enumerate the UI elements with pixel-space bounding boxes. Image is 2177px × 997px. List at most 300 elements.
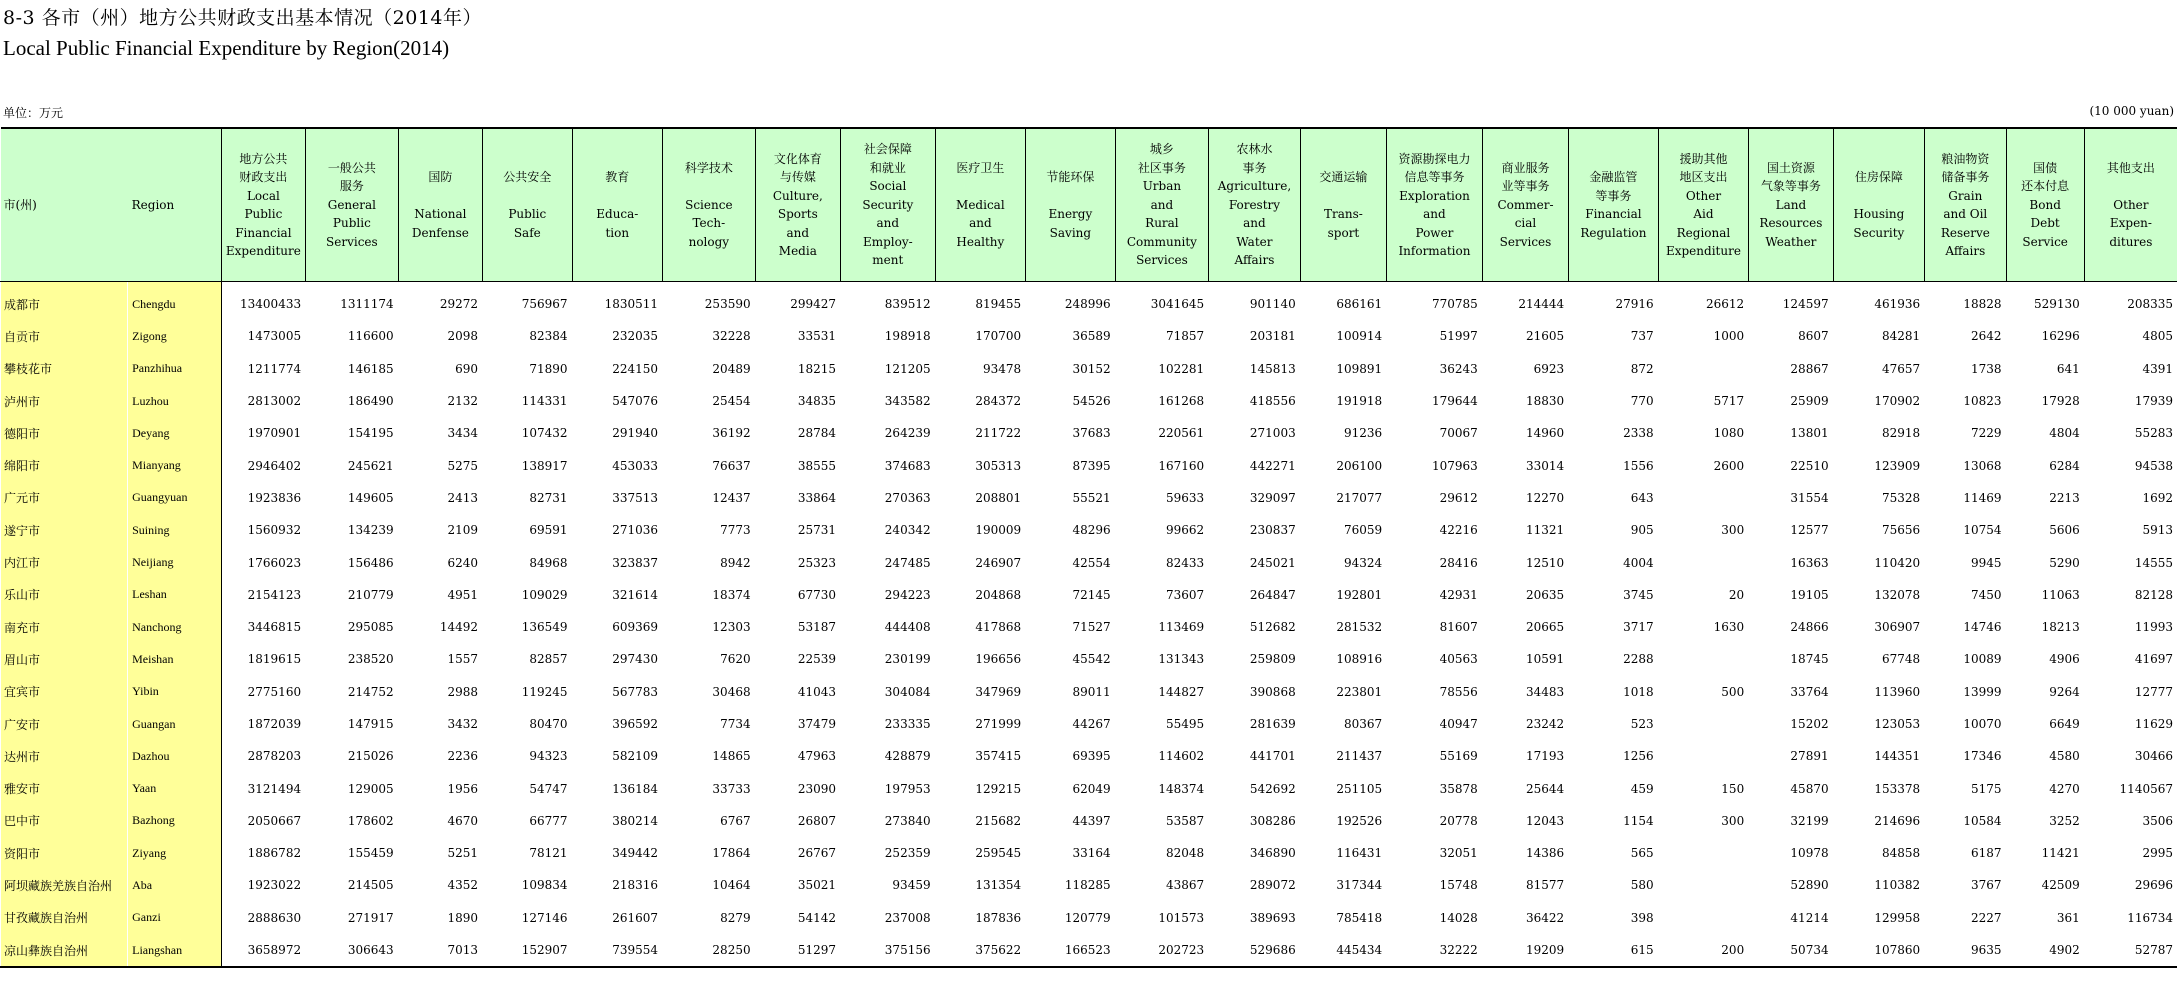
total-expenditure-cell: 1886782 — [221, 837, 305, 869]
value-cell: 38555 — [797, 458, 837, 473]
column-header-line: 交通运输 — [1319, 170, 1368, 184]
page-title-chinese: 8-3 各市（州）地方公共财政支出基本情况（2014年） — [3, 7, 482, 29]
column-header-line: Power — [1415, 225, 1454, 240]
column-header-line: 社区事务 — [1137, 160, 1186, 175]
value-cell: 2288 — [1623, 652, 1654, 667]
column-header-line: 财政支出 — [239, 170, 288, 184]
value-cell: 565 — [1630, 846, 1654, 861]
column-header-line: Healthy — [956, 234, 1005, 249]
value-cell: 190009 — [975, 523, 1022, 538]
value-cell: 11993 — [2134, 620, 2173, 635]
value-cell: 55521 — [1072, 490, 1111, 505]
value-cell: 25731 — [797, 523, 837, 538]
value-cell: 1830511 — [604, 297, 659, 312]
region-name-cell: Ziyang — [128, 837, 222, 869]
value-cell: 6923 — [1533, 361, 1565, 376]
value-cell: 294223 — [884, 587, 931, 602]
expenditure-table — [0, 127, 2177, 968]
value-cell: 4352 — [447, 878, 479, 893]
value-cell: 35021 — [797, 878, 837, 893]
value-cell: 5251 — [447, 846, 479, 861]
value-cell: 785418 — [1336, 910, 1383, 925]
value-cell: 3745 — [1623, 587, 1654, 602]
value-cell: 819455 — [975, 297, 1022, 312]
region-name-cell: Aba — [128, 869, 222, 901]
value-cell: 200 — [1658, 934, 1749, 967]
value-cell: 22539 — [797, 652, 837, 667]
value-cell: 211437 — [1336, 749, 1383, 764]
column-header-line — [574, 187, 662, 206]
column-header-line: nology — [688, 234, 730, 249]
value-cell: 12043 — [1526, 813, 1565, 828]
value-cell: 7773 — [720, 523, 751, 538]
column-header-line — [1027, 187, 1114, 206]
value-cell — [1658, 482, 1749, 514]
value-cell: 230199 — [884, 652, 931, 667]
column-header-line — [937, 177, 1025, 196]
value-cell: 32228 — [712, 329, 751, 344]
value-cell: 11469 — [1963, 490, 2002, 505]
column-header — [1209, 128, 1301, 282]
column-header-line: Financial — [235, 225, 292, 240]
value-cell: 839512 — [884, 297, 931, 312]
value-cell: 10978 — [1790, 846, 1829, 861]
value-cell: 5717 — [1713, 394, 1745, 409]
value-cell: 28784 — [797, 426, 837, 441]
value-cell: 94324 — [1343, 555, 1383, 570]
value-cell: 6187 — [1970, 846, 2002, 861]
value-cell: 54142 — [797, 910, 837, 925]
column-header-line: Saving — [1049, 225, 1092, 240]
region-name-cell: Nanchong — [128, 611, 222, 643]
value-cell: 7013 — [398, 934, 482, 967]
column-header — [2006, 128, 2084, 282]
column-header — [935, 128, 1026, 282]
value-cell: 737 — [1630, 329, 1654, 344]
value-cell: 161268 — [1158, 394, 1205, 409]
value-cell: 304084 — [884, 684, 931, 699]
value-cell: 24866 — [1790, 620, 1829, 635]
column-header-line: Land — [1775, 197, 1807, 212]
column-header-line: Science — [685, 197, 733, 212]
value-cell: 375622 — [935, 934, 1026, 967]
value-cell: 389693 — [1249, 910, 1296, 925]
value-cell: 245021 — [1249, 555, 1296, 570]
value-cell: 23242 — [1526, 717, 1565, 731]
column-header-line: 粮油物资 — [1941, 151, 1990, 166]
value-cell: 45542 — [1072, 652, 1111, 667]
column-header-line — [1302, 187, 1385, 206]
value-cell: 81577 — [1526, 878, 1565, 893]
value-cell: 34483 — [1526, 684, 1565, 699]
value-cell: 271036 — [612, 523, 659, 538]
value-cell: 238520 — [347, 652, 394, 667]
value-cell: 196656 — [975, 652, 1022, 667]
value-cell: 14386 — [1526, 846, 1565, 861]
table-row — [1, 579, 2177, 611]
value-cell: 1311174 — [340, 297, 394, 312]
value-cell: 5175 — [1970, 781, 2002, 796]
value-cell: 75328 — [1881, 490, 1921, 505]
value-cell: 245621 — [347, 458, 394, 473]
column-header — [1026, 128, 1116, 282]
value-cell: 12577 — [1790, 523, 1829, 538]
column-header-line: 地方公共 — [239, 151, 288, 166]
value-cell: 300 — [1721, 813, 1745, 828]
total-expenditure-cell: 2813002 — [221, 385, 305, 417]
value-cell: 129958 — [1874, 910, 1921, 925]
column-header-line: 农林水 — [1236, 142, 1273, 157]
table-row — [1, 772, 2177, 804]
value-cell: 305313 — [975, 458, 1022, 473]
value-cell: 215026 — [347, 749, 394, 764]
value-cell: 615 — [1569, 934, 1659, 967]
value-cell: 131343 — [1158, 652, 1205, 667]
city-name-cell: 乐山市 — [1, 579, 128, 611]
value-cell: 78121 — [529, 846, 568, 861]
value-cell: 170700 — [975, 329, 1022, 344]
column-header-line: 城乡 — [1149, 142, 1174, 157]
value-cell: 136549 — [521, 620, 568, 635]
value-cell: 80367 — [1343, 717, 1383, 731]
table-row — [1, 708, 2177, 740]
value-cell: 67748 — [1881, 652, 1921, 667]
column-header-line: Energy — [1048, 207, 1093, 221]
table-row — [1, 934, 2177, 967]
value-cell: 186490 — [347, 394, 394, 409]
value-cell: 872 — [1630, 361, 1654, 376]
column-header-line: 教育 — [605, 170, 630, 184]
value-cell: 178602 — [347, 813, 394, 828]
region-name-cell: Mianyang — [128, 449, 222, 481]
value-cell: 281532 — [1336, 620, 1383, 635]
city-name-cell: 遂宁市 — [1, 514, 128, 546]
value-cell: 110382 — [1874, 878, 1921, 893]
value-cell: 62049 — [1072, 781, 1111, 796]
value-cell: 224150 — [612, 361, 659, 376]
value-cell: 10070 — [1963, 717, 2002, 731]
value-cell: 10089 — [1963, 652, 2002, 667]
value-cell: 109029 — [521, 587, 568, 602]
column-header-line: Expen- — [2109, 216, 2152, 231]
value-cell: 73607 — [1166, 587, 1205, 602]
column-header-line: Educa- — [596, 207, 639, 221]
value-cell: 70067 — [1439, 426, 1478, 441]
total-expenditure-cell: 2775160 — [221, 676, 305, 708]
column-header-line: and — [1423, 207, 1446, 221]
region-name-cell: Dazhou — [128, 740, 222, 772]
value-cell: 306907 — [1874, 620, 1921, 635]
value-cell: 129005 — [347, 781, 394, 796]
value-cell: 323837 — [612, 555, 659, 570]
value-cell: 146185 — [347, 361, 394, 376]
city-name-cell: 攀枝花市 — [1, 353, 128, 385]
column-header-line: Aid — [1693, 207, 1714, 221]
value-cell: 144351 — [1874, 749, 1921, 764]
value-cell: 20489 — [712, 361, 751, 376]
city-name-cell: 巴中市 — [1, 805, 128, 837]
value-cell: 3767 — [1970, 878, 2002, 893]
value-cell: 44397 — [1072, 813, 1111, 828]
value-cell: 71527 — [1072, 620, 1111, 635]
value-cell: 25644 — [1526, 781, 1565, 796]
value-cell: 14028 — [1439, 910, 1478, 925]
value-cell: 14865 — [712, 749, 751, 764]
column-header-line: 援助其他 — [1679, 151, 1728, 166]
table-row — [1, 643, 2177, 675]
total-expenditure-cell: 1923836 — [221, 482, 305, 514]
column-header-line: Sports — [777, 207, 818, 221]
column-header-line: cial — [1514, 216, 1537, 231]
value-cell: 211722 — [975, 426, 1022, 441]
value-cell: 36192 — [712, 426, 751, 441]
value-cell: 17939 — [2134, 394, 2173, 409]
value-cell: 155459 — [347, 846, 394, 861]
value-cell: 107432 — [521, 426, 568, 441]
column-header-line: Affairs — [1945, 244, 1986, 258]
value-cell: 1692 — [2142, 490, 2173, 505]
value-cell: 33014 — [1526, 458, 1565, 473]
value-cell: 67730 — [797, 587, 837, 602]
column-header-line: 还本付息 — [2021, 179, 2070, 194]
column-header-line: Services — [1136, 253, 1188, 268]
value-cell: 10823 — [1963, 394, 2002, 409]
value-cell: 2642 — [1970, 329, 2002, 344]
value-cell: 8279 — [720, 910, 751, 925]
table-row — [1, 385, 2177, 417]
table-row — [1, 546, 2177, 578]
column-header-line — [484, 187, 571, 206]
value-cell: 156486 — [347, 555, 394, 570]
value-cell: 9635 — [1925, 934, 2006, 967]
column-header-line: Local — [246, 188, 280, 203]
table-row — [1, 676, 2177, 708]
value-cell: 417868 — [975, 620, 1022, 635]
value-cell: 54747 — [529, 781, 568, 796]
value-cell: 8607 — [1798, 329, 1829, 344]
region-name-cell: Yibin — [128, 676, 222, 708]
value-cell: 4004 — [1623, 555, 1654, 570]
value-cell: 99662 — [1166, 523, 1205, 538]
value-cell: 271003 — [1249, 426, 1296, 441]
column-header-line: Housing — [1853, 207, 1905, 221]
value-cell — [1658, 353, 1749, 385]
column-header-line: Rural — [1145, 216, 1179, 231]
value-cell: 55169 — [1439, 749, 1478, 764]
total-expenditure-cell: 2878203 — [221, 740, 305, 772]
value-cell: 18828 — [1963, 297, 2002, 312]
value-cell: 20 — [1728, 587, 1745, 602]
value-cell: 93459 — [892, 878, 931, 893]
value-cell: 5275 — [447, 458, 479, 473]
region-name-cell: Liangshan — [128, 934, 222, 967]
value-cell: 191918 — [1336, 394, 1383, 409]
value-cell: 4670 — [447, 813, 479, 828]
value-cell: 187836 — [975, 910, 1022, 925]
column-header-line: General — [327, 197, 376, 212]
table-row — [1, 417, 2177, 449]
value-cell: 1956 — [447, 781, 479, 796]
total-expenditure-cell: 13400433 — [221, 282, 305, 321]
value-cell: 4391 — [2142, 361, 2173, 376]
value-cell: 27891 — [1790, 749, 1829, 764]
value-cell: 100914 — [1336, 329, 1383, 344]
value-cell: 32199 — [1790, 813, 1829, 828]
value-cell: 22510 — [1790, 458, 1829, 473]
value-cell: 418556 — [1249, 394, 1296, 409]
city-name-cell: 广元市 — [1, 482, 128, 514]
value-cell: 246907 — [975, 555, 1022, 570]
column-header-line: 医疗卫生 — [956, 160, 1005, 175]
value-cell: 43867 — [1166, 878, 1205, 893]
value-cell: 396592 — [612, 717, 659, 731]
value-cell: 16296 — [2041, 329, 2080, 344]
value-cell: 11421 — [2041, 846, 2080, 861]
value-cell: 179644 — [1431, 394, 1478, 409]
value-cell: 580 — [1630, 878, 1654, 893]
value-cell: 138917 — [521, 458, 568, 473]
value-cell: 17928 — [2041, 394, 2080, 409]
table-row — [1, 514, 2177, 546]
value-cell: 252359 — [884, 846, 931, 861]
value-cell: 192526 — [1336, 813, 1383, 828]
value-cell: 273840 — [884, 813, 931, 828]
value-cell: 281639 — [1249, 717, 1296, 731]
column-header-line: Expenditure — [1665, 244, 1741, 258]
value-cell: 306643 — [306, 934, 399, 967]
value-cell: 14960 — [1526, 426, 1565, 441]
value-cell: 770 — [1630, 394, 1654, 409]
value-cell: 29272 — [439, 297, 479, 312]
value-cell: 82857 — [529, 652, 568, 667]
value-cell: 76637 — [712, 458, 751, 473]
value-cell: 121205 — [884, 361, 931, 376]
value-cell: 289072 — [1249, 878, 1296, 893]
column-header-line: and — [1150, 197, 1174, 212]
column-header — [1658, 128, 1749, 282]
value-cell: 7620 — [720, 652, 751, 667]
column-header-line: 节能环保 — [1046, 170, 1095, 184]
value-cell: 5290 — [2049, 555, 2080, 570]
value-cell: 28250 — [663, 934, 756, 967]
value-cell: 82433 — [1166, 555, 1205, 570]
value-cell: 203181 — [1249, 329, 1296, 344]
column-header-line: 服务 — [339, 179, 364, 194]
value-cell: 72145 — [1072, 587, 1111, 602]
value-cell: 12777 — [2134, 684, 2173, 699]
value-cell: 93478 — [982, 361, 1022, 376]
value-cell: 82128 — [2134, 587, 2173, 602]
value-cell: 208801 — [975, 490, 1022, 505]
value-cell: 10584 — [1963, 813, 2002, 828]
value-cell: 6767 — [720, 813, 751, 828]
value-cell: 150 — [1721, 781, 1745, 796]
column-header-line: Bond — [2029, 197, 2061, 212]
value-cell: 343582 — [884, 394, 931, 409]
column-header-line: 等事务 — [1595, 188, 1632, 203]
column-header-line: and — [786, 225, 810, 240]
column-header-line: 地区支出 — [1679, 170, 1728, 184]
value-cell: 271917 — [347, 910, 394, 925]
value-cell: 6284 — [2049, 458, 2080, 473]
value-cell: 756967 — [521, 297, 568, 312]
value-cell: 206100 — [1336, 458, 1383, 473]
column-header-line: Security — [1853, 225, 1905, 240]
page-title-english: Local Public Financial Expenditure by Region(2014) — [3, 36, 450, 60]
total-expenditure-cell: 1923022 — [221, 869, 305, 901]
value-cell: 220561 — [1158, 426, 1205, 441]
table-row — [1, 837, 2177, 869]
value-cell: 82918 — [1881, 426, 1921, 441]
total-expenditure-cell: 2946402 — [221, 449, 305, 481]
column-header-line: Weather — [1765, 234, 1817, 249]
column-header — [1482, 128, 1568, 282]
value-cell: 69395 — [1072, 749, 1111, 764]
value-cell: 101573 — [1158, 910, 1205, 925]
value-cell: 94538 — [2134, 458, 2173, 473]
column-header — [755, 128, 840, 282]
region-name-cell: Luzhou — [128, 385, 222, 417]
value-cell: 529686 — [1209, 934, 1301, 967]
table-body — [1, 282, 2177, 968]
value-cell: 500 — [1721, 684, 1745, 699]
column-header-line: 住房保障 — [1854, 170, 1903, 184]
value-cell: 40563 — [1439, 652, 1478, 667]
value-cell: 375156 — [841, 934, 936, 967]
value-cell: 10754 — [1963, 523, 2002, 538]
value-cell: 901140 — [1249, 297, 1296, 312]
value-cell: 441701 — [1249, 749, 1296, 764]
column-header-line: 商业服务 — [1501, 160, 1550, 175]
column-header — [663, 128, 756, 282]
column-header-line: 资源勘探电力 — [1398, 151, 1471, 166]
value-cell — [1658, 902, 1749, 934]
column-header-line: Water — [1236, 234, 1273, 249]
value-cell: 36422 — [1526, 910, 1565, 925]
value-cell: 453033 — [612, 458, 659, 473]
column-header — [1115, 128, 1209, 282]
column-header-line: ditures — [2109, 234, 2153, 249]
column-header-region: Region — [128, 128, 222, 282]
value-cell: 215682 — [975, 813, 1022, 828]
column-header-line: Public — [244, 207, 283, 221]
column-header-line: 储备事务 — [1941, 170, 1990, 184]
value-cell: 34835 — [797, 394, 837, 409]
value-cell: 459 — [1630, 781, 1654, 796]
column-header-line: and — [1243, 216, 1266, 231]
value-cell: 41214 — [1790, 910, 1829, 925]
column-header-line: 金融监管 — [1589, 170, 1638, 184]
value-cell: 26767 — [797, 846, 837, 861]
value-cell: 152907 — [483, 934, 573, 967]
value-cell: 3506 — [2142, 813, 2173, 828]
value-cell: 2338 — [1623, 426, 1654, 441]
value-cell: 204868 — [975, 587, 1022, 602]
column-header-line: Employ- — [862, 234, 913, 249]
value-cell: 36589 — [1072, 329, 1111, 344]
value-cell: 13068 — [1963, 458, 2002, 473]
column-header-line: 国土资源 — [1766, 160, 1815, 175]
value-cell: 81607 — [1439, 620, 1478, 635]
value-cell: 109891 — [1336, 361, 1383, 376]
city-name-cell: 凉山彝族自治州 — [1, 934, 128, 967]
value-cell: 2227 — [1970, 910, 2002, 925]
value-cell: 25909 — [1790, 394, 1829, 409]
value-cell: 110420 — [1874, 555, 1921, 570]
value-cell: 167160 — [1158, 458, 1205, 473]
value-cell: 247485 — [884, 555, 931, 570]
value-cell: 14492 — [439, 620, 479, 635]
